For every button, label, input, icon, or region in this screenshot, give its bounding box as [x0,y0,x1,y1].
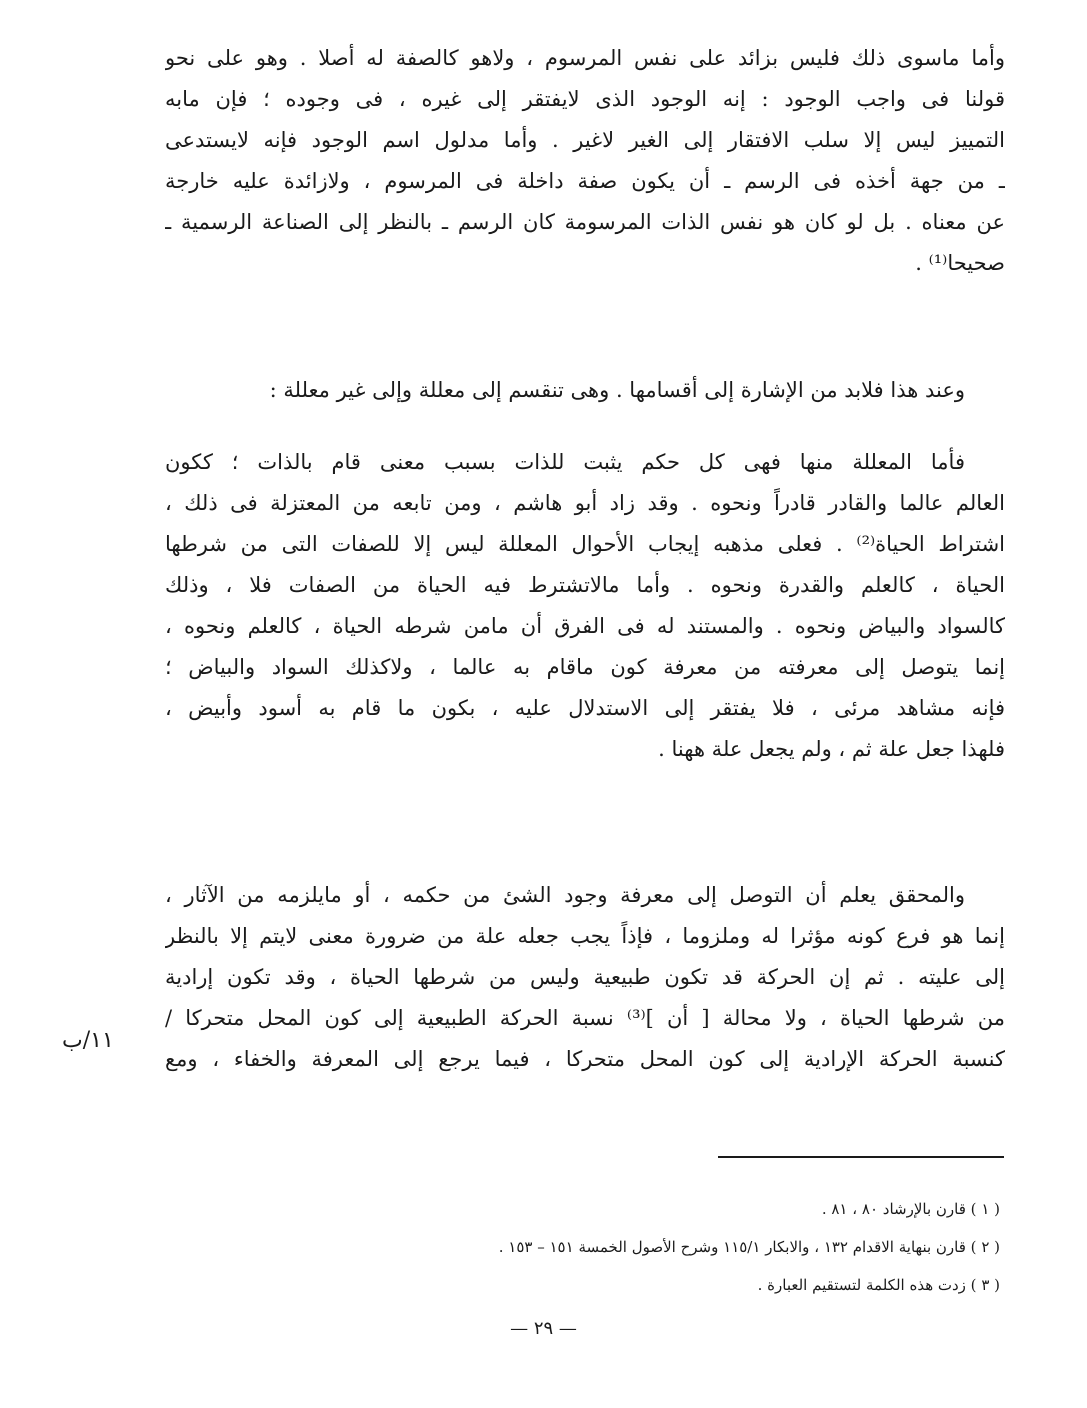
text-line: الحياة ، كالعلم والقدرة ونحوه . وأما مالاتشترط فيه الحياة من الصفات فلا ، وذلك [165,573,1005,597]
text-line: ـ من جهة أخذه فى الرسم ـ أن يكون صفة داخلة فى المرسوم ، ولازائدة عليه خارجة [165,169,1005,193]
text-line: كالسواد والبياض ونحوه . والمستند له فى الفرق أن مامن شرطه الحياة ، كالعلم ونحوه ، [165,614,1005,638]
paragraph-2 [165,370,1005,411]
text-line: قولنا فى واجب الوجود : إنه الوجود الذى لايفتقر إلى غيره ، فى وجوده ؛ فإن مابه [165,87,1005,111]
text-line: فأما المعللة منها فهى كل حكم يثبت للذات بسبب معنى قام بالذات ؛ ككون [165,450,965,474]
text-line: والمحقق يعلم أن التوصل إلى معرفة وجود الشئ من حكمه ، أو مايلزمه من الآثار ، [165,883,965,907]
text-line: إنما هو فرع كونه مؤثرا له وملزوما ، فإذاً يجب جعله علة من ضرورة معنى لايتم إلا بالنظر [165,924,1005,948]
text-line: فلهذا جعل علة ثم ، ولم يجعل علة ههنا . [658,737,1005,761]
text-line: إلى عليته . ثم إن الحركة قد تكون طبيعية وليس من شرطها الحياة ، وقد تكون إرادية [165,965,1005,989]
footnote-separator [718,1156,1004,1158]
text-line: صحيحا⁽¹⁾ . [915,251,1005,275]
footnote-2: ( ٢ ) قارن بنهاية الاقدام ١٣٢ ، والابكار ١١٥/١ وشرح الأصول الخمسة ١٥١ – ١٥٣ . [498,1238,1000,1256]
text-line: التمييز ليس إلا سلب الافتقار إلى الغير لاغير . وأما مدلول اسم الوجود فإنه لايستدعى [165,128,1005,152]
footnote-3: ( ٣ ) زدت هذه الكلمة لتستقيم العبارة . [757,1276,1000,1294]
text-line: وأما ماسوى ذلك فليس بزائد على نفس المرسوم ، ولاهو كالصفة له أصلا . وهو على نحو [165,46,1005,70]
paragraph-3 [165,442,1005,770]
text-line: وعند هذا فلابد من الإشارة إلى أقسامها . وهى تنقسم إلى معللة وإلى غير معللة : [269,378,965,402]
paragraph-4 [165,875,1005,1080]
margin-folio-note: ١١/ب [62,1028,114,1053]
text-line: عن معناه . بل لو كان هو نفس الذات المرسومة كان الرسم ـ بالنظر إلى الصناعة الرسمية ـ [165,210,1005,234]
paragraph-1 [165,38,1005,284]
text-line: اشتراط الحياة⁽²⁾ . فعلى مذهبه إيجاب الأحوال المعللة ليس إلا للصفات التى من شرطها [165,532,1005,556]
footnote-1: ( ١ ) قارن بالإرشاد ٨٠ ، ٨١ . [821,1200,1000,1218]
footnotes [300,1190,1000,1304]
text-line: من شرطها الحياة ، ولا محالة [ أن ]⁽³⁾ نسبة الحركة الطبيعية إلى كون المحل متحركا / [165,1006,1005,1030]
text-line: العالم عالما والقادر قادراً ونحوه . وقد زاد أبو هاشم ، ومن تابعه من المعتزلة فى ذلك ، [165,491,1005,515]
text-line: إنما يتوصل إلى معرفته من معرفة كون ماقام به عالما ، ولاكذلك السواد والبياض ؛ [165,655,1005,679]
text-line: كنسبة الحركة الإرادية إلى كون المحل متحركا ، فيما يرجع إلى المعرفة والخفاء ، ومع [165,1047,1005,1071]
page-number: — ٢٩ — [510,1318,577,1339]
text-line: فإنه مشاهد مرئى ، فلا يفتقر إلى الاستدلال عليه ، بكون ما قام به أسود وأبيض ، [165,696,1005,720]
